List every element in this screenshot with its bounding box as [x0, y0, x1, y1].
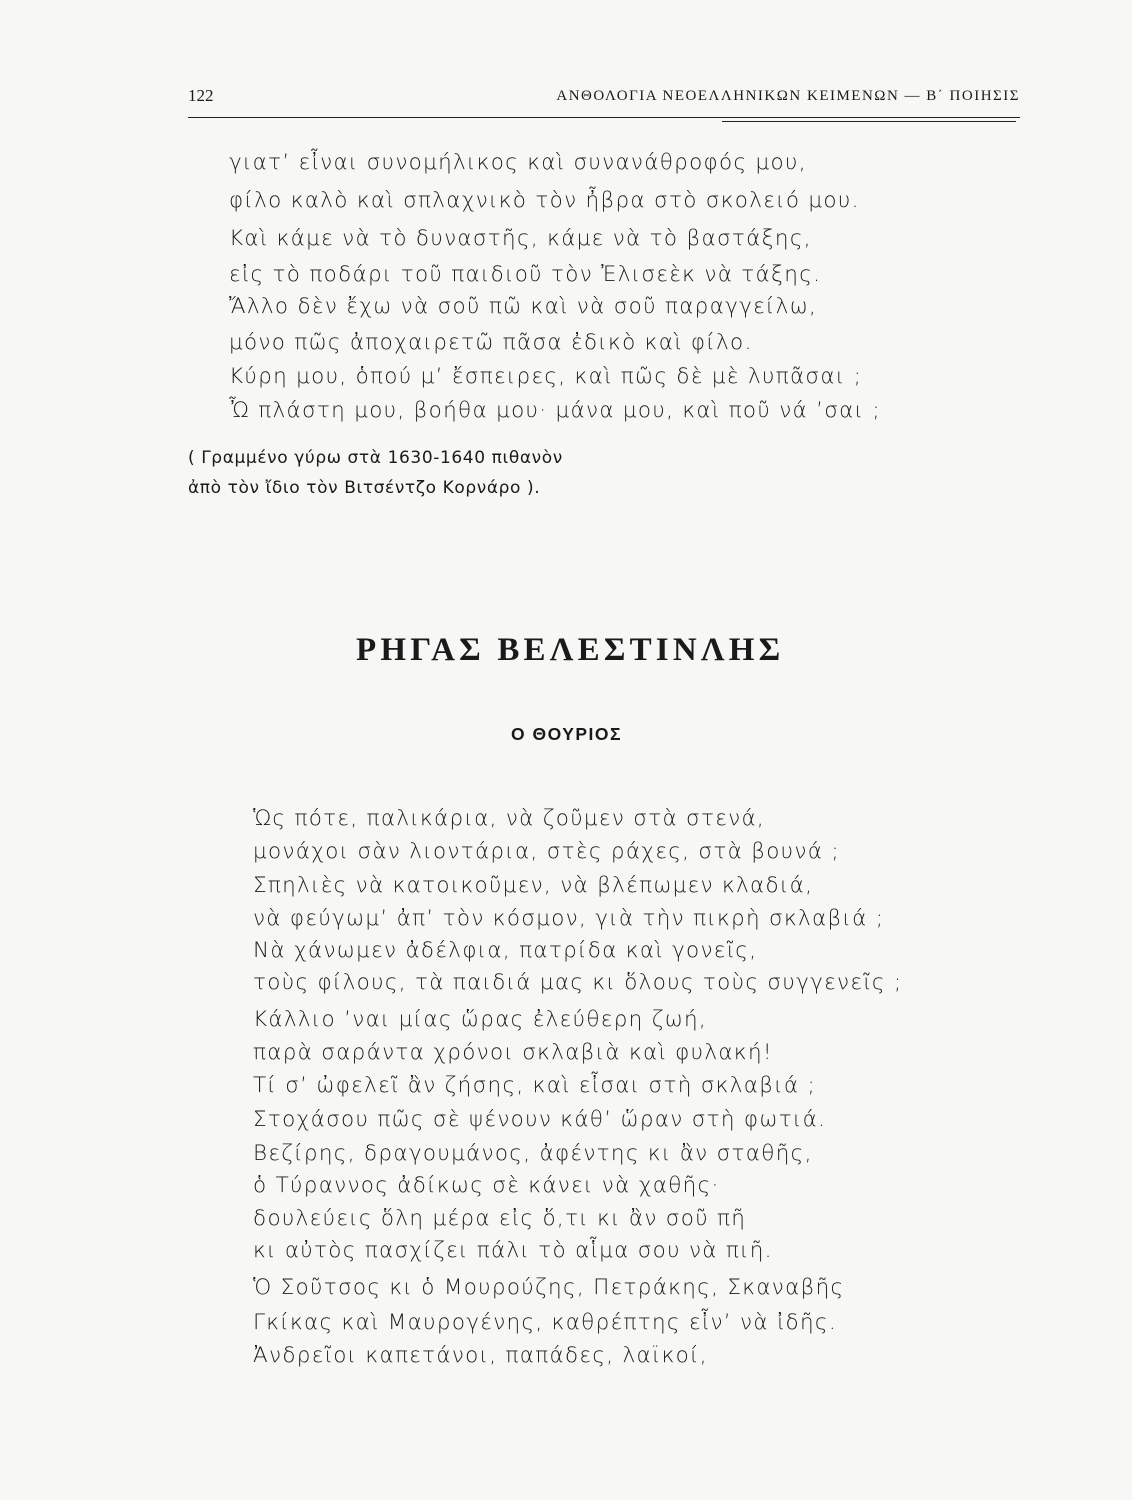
verse-line: φίλο καλὸ καὶ σπλαχνικὸ τὸν ἦβρα στὸ σκολειό μου. — [229, 188, 860, 213]
poet-heading: ΡΗΓΑΣ ΒΕΛΕΣΤΙΝΛΗΣ — [356, 632, 785, 668]
verse-line: Σπηλιὲς νὰ κατοικοῦμεν, νὰ βλέπωμεν κλαδιά, — [253, 873, 814, 898]
verse-line: κι αὐτὸς πασχίζει πάλι τὸ αἷμα σου νὰ πιῆ. — [253, 1238, 773, 1263]
verse-line: γιατ’ εἶναι συνομήλικος καὶ συνανάθροφός μου, — [229, 150, 807, 175]
verse-line: νὰ φεύγωμ’ ἀπ’ τὸν κόσμον, γιὰ τὴν πικρὴ σκλαβιά ; — [253, 906, 885, 931]
verse-line: Ὦ πλάστη μου, βοήθα μου· μάνα μου, καὶ ποῦ νά ’σαι ; — [229, 398, 881, 423]
verse-line: Ὡς πότε, παλικάρια, νὰ ζοῦμεν στὰ στενά, — [253, 806, 766, 831]
verse-line: Νὰ χάνωμεν ἀδέλφια, πατρίδα καὶ γονεῖς, — [253, 938, 758, 963]
verse-line: Τί σ’ ὠφελεῖ ἂν ζήσης, καὶ εἶσαι στὴ σκλαβιά ; — [253, 1073, 817, 1098]
attribution-note: ( Γραμμένο γύρω στὰ 1630-1640 πιθανὸν — [188, 448, 563, 468]
poem-title: Ο ΘΟΥΡΙΟΣ — [511, 724, 623, 744]
verse-line: Γκίκας καὶ Μαυρογένης, καθρέπτης εἶν’ νὰ ἰδῆς. — [253, 1310, 837, 1335]
verse-line: εἰς τὸ ποδάρι τοῦ παιδιοῦ τὸν Ἐλισεὲκ νὰ τάξης. — [229, 262, 822, 287]
running-header — [188, 86, 1020, 116]
verse-line: Ἄλλο δὲν ἔχω νὰ σοῦ πῶ καὶ νὰ σοῦ παραγγείλω, — [229, 294, 818, 319]
verse-line: Ἀνδρεῖοι καπετάνοι, παπάδες, λαϊκοί, — [253, 1343, 708, 1368]
verse-line: Ὁ Σοῦτσος κι ὁ Μουρούζης, Πετράκης, Σκαναβῆς — [253, 1275, 845, 1300]
verse-line: ὁ Τύραννος ἀδίκως σὲ κάνει νὰ χαθῆς· — [253, 1173, 720, 1198]
verse-line: μονάχοι σὰν λιοντάρια, στὲς ράχες, στὰ βουνά ; — [253, 839, 840, 864]
verse-line: παρὰ σαράντα χρόνοι σκλαβιὰ καὶ φυλακή! — [253, 1040, 773, 1065]
verse-line: Στοχάσου πῶς σὲ ψένουν κάθ’ ὥραν στὴ φωτιά. — [253, 1107, 827, 1132]
verse-line: Κύρη μου, ὁπού μ’ ἔσπειρες, καὶ πῶς δὲ μὲ λυπᾶσαι ; — [229, 364, 863, 389]
verse-line: Κάλλιο ’ναι μίας ὥρας ἐλεύθερη ζωή, — [253, 1007, 708, 1032]
verse-line: Καὶ κάμε νὰ τὸ δυναστῆς, κάμε νὰ τὸ βαστάξης, — [229, 226, 812, 251]
page-number: 122 — [188, 86, 214, 105]
running-title: ΑΝΘΟΛΟΓΙΑ ΝΕΟΕΛΛΗΝΙΚΩΝ ΚΕΙΜΕΝΩΝ — Β΄ ΠΟΙΗΣΙΣ — [556, 88, 1020, 104]
verse-line: Βεζίρης, δραγουμάνος, ἀφέντης κι ἂν σταθῆς, — [253, 1141, 813, 1166]
verse-line: μόνο πῶς ἀποχαιρετῶ πᾶσα ἐδικὸ καὶ φίλο. — [229, 330, 753, 355]
verse-line: δουλεύεις ὅλη μέρα εἰς ὅ,τι κι ἂν σοῦ πῆ — [253, 1206, 747, 1231]
header-rule-short — [722, 121, 1016, 122]
header-rule — [188, 117, 1020, 118]
attribution-note: ἀπὸ τὸν ἴδιο τὸν Βιτσέντζο Κορνάρο ). — [188, 478, 541, 498]
verse-line: τοὺς φίλους, τὰ παιδιά μας κι ὅλους τοὺς συγγενεῖς ; — [253, 970, 903, 995]
